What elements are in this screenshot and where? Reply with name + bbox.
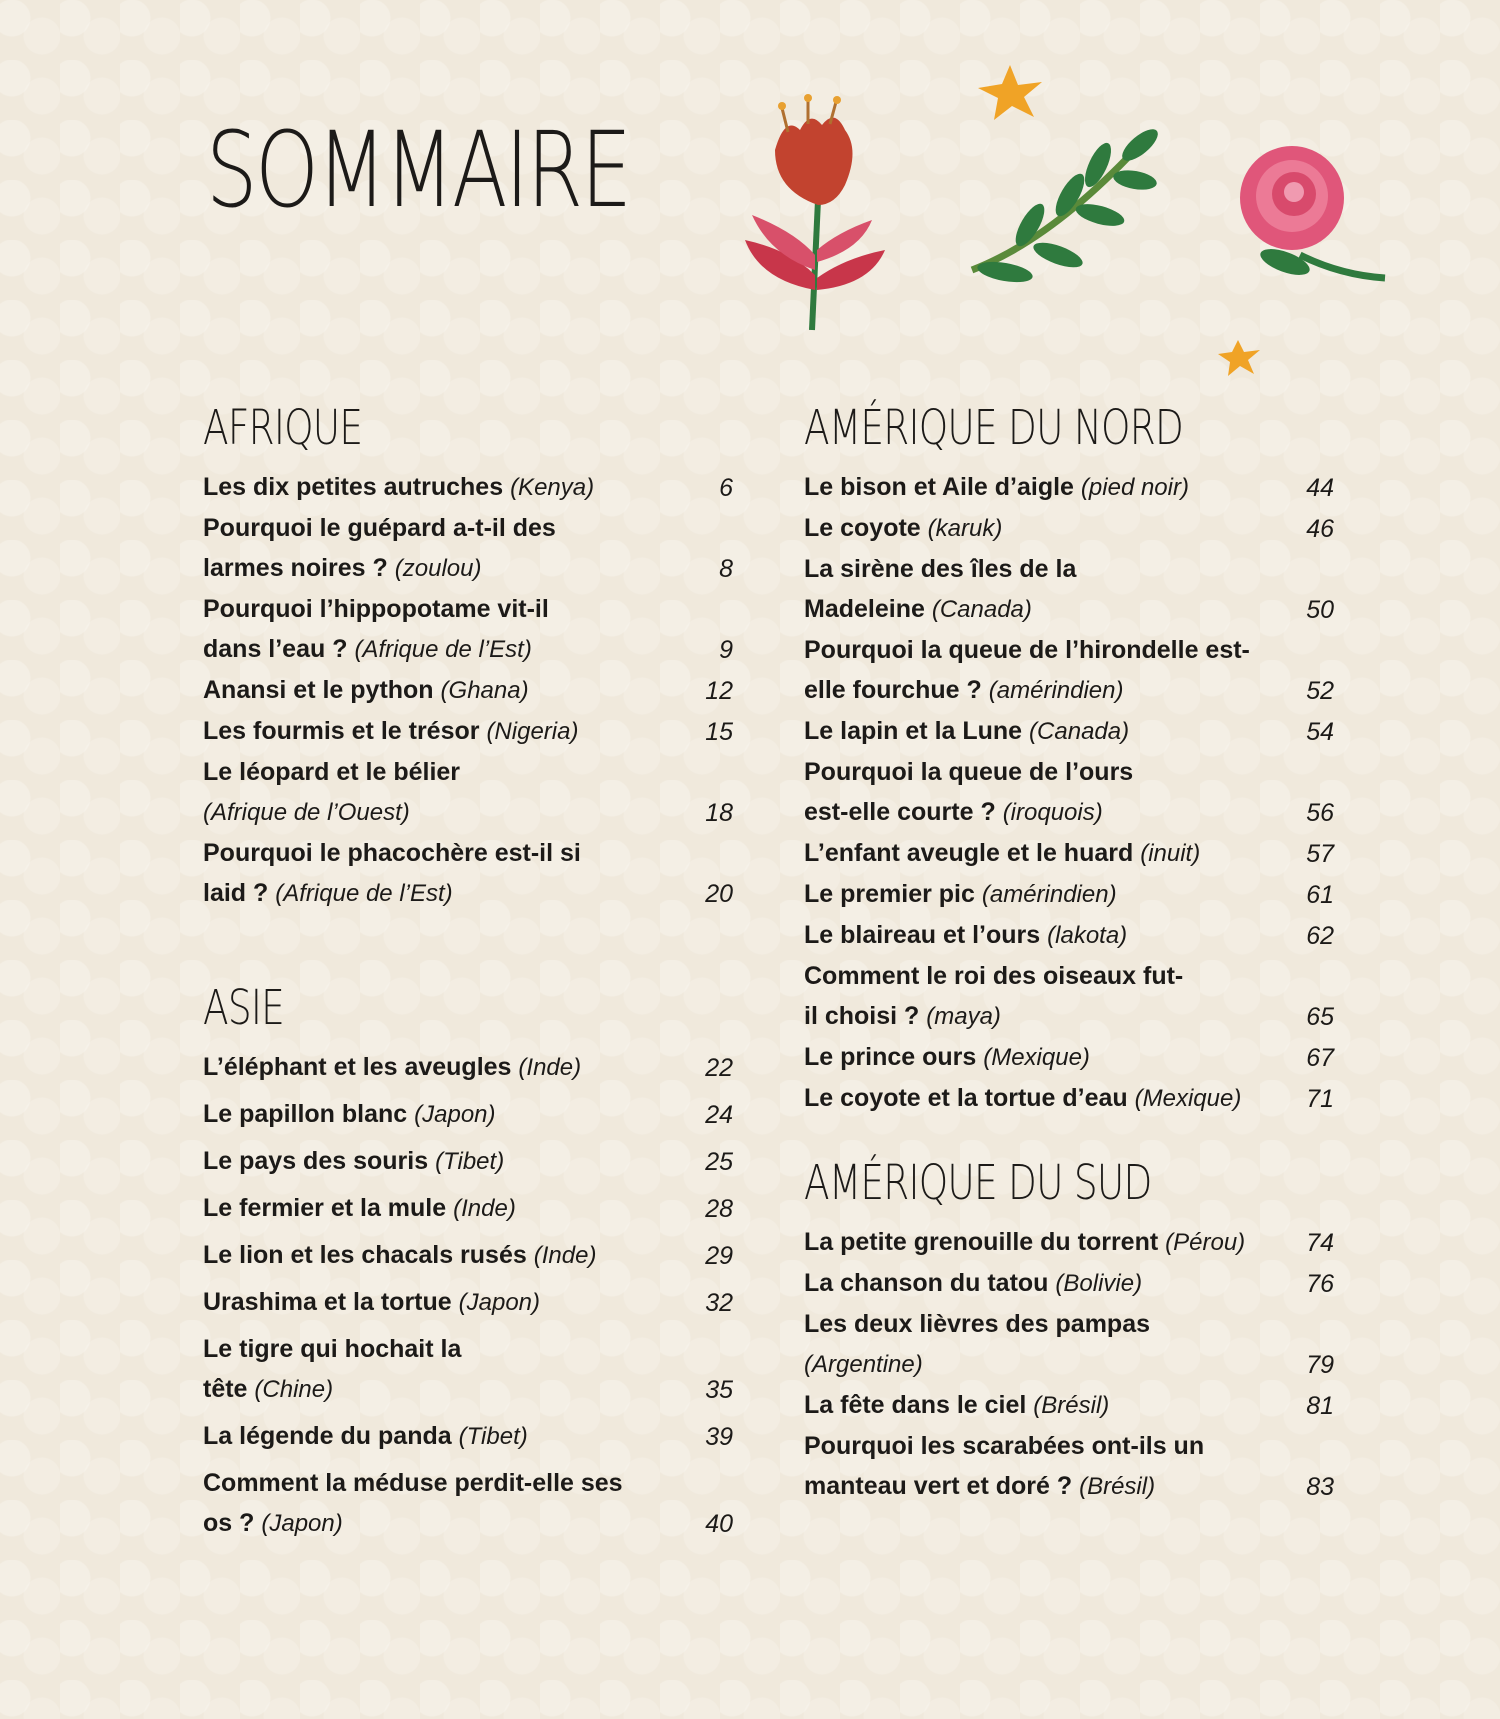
section-afrique — [203, 400, 733, 914]
entry-page: 18 — [705, 799, 733, 828]
toc-entry[interactable] — [203, 1329, 733, 1410]
toc-entry[interactable] — [804, 1222, 1334, 1263]
entry-title: Le pays des souris — [203, 1147, 429, 1176]
entry-page: 50 — [1306, 596, 1334, 625]
entry-origin: (maya) — [926, 1003, 1001, 1031]
entry-title: Pourquoi le phacochère est-il si laid ? — [203, 839, 581, 908]
entry-origin: (Chine) — [254, 1376, 334, 1404]
toc-entry[interactable] — [804, 956, 1334, 1037]
entry-page: 9 — [719, 636, 733, 665]
toc-entry[interactable] — [203, 467, 733, 508]
entry-title: La légende du panda — [203, 1422, 452, 1451]
entry-page: 28 — [705, 1195, 733, 1224]
toc-entry[interactable] — [804, 1426, 1334, 1507]
entry-page: 52 — [1306, 677, 1334, 706]
rose-icon — [1240, 146, 1385, 280]
entry-page: 15 — [705, 718, 733, 747]
entry-title: Pourquoi la queue de l’hirondelle est-elle fourchue ? — [804, 636, 1250, 705]
toc-entry[interactable] — [203, 670, 733, 711]
entry-title: Comment le roi des oiseaux fut-il choisi ? — [804, 962, 1184, 1031]
entry-title: Le coyote et la tortue d’eau — [804, 1084, 1128, 1113]
entry-title: Le lapin et la Lune — [804, 717, 1023, 746]
section-asie — [203, 980, 733, 1550]
entry-page: 74 — [1306, 1229, 1334, 1258]
toc-entry[interactable] — [203, 1235, 733, 1276]
toc-entry[interactable] — [203, 1416, 733, 1457]
entry-page: 40 — [705, 1510, 733, 1539]
entry-origin: (Canada) — [1029, 718, 1130, 746]
entry-title: Pourquoi les scarabées ont-ils un manteau vert et doré ? — [804, 1432, 1205, 1501]
toc-entry[interactable] — [203, 508, 733, 589]
page-title: SOMMAIRE — [206, 109, 630, 231]
toc-entry[interactable] — [203, 1188, 733, 1229]
entry-title: Le premier pic — [804, 880, 975, 909]
toc-entry[interactable] — [804, 630, 1334, 711]
entry-page: 6 — [719, 474, 733, 503]
entry-page: 8 — [719, 555, 733, 584]
toc-entry[interactable] — [804, 833, 1334, 874]
section-heading: AFRIQUE — [203, 400, 363, 456]
entry-origin: (Japon) — [414, 1101, 496, 1129]
entry-page: 56 — [1306, 799, 1334, 828]
toc-entry[interactable] — [203, 1141, 733, 1182]
entry-title: La petite grenouille du torrent — [804, 1228, 1159, 1257]
entry-title: Comment la méduse perdit-elle ses os ? — [203, 1469, 623, 1538]
entry-origin: (Bolivie) — [1055, 1270, 1143, 1298]
toc-entry[interactable] — [203, 1463, 733, 1544]
section-heading: AMÉRIQUE DU SUD — [804, 1155, 1152, 1211]
entry-origin: (Afrique de l’Ouest) — [203, 799, 410, 827]
entry-page: 32 — [705, 1289, 733, 1318]
entry-title: Le prince ours — [804, 1043, 977, 1072]
entry-origin: (Inde) — [533, 1242, 597, 1270]
entry-page: 83 — [1306, 1473, 1334, 1502]
entry-origin: (Brésil) — [1033, 1392, 1110, 1420]
entry-page: 44 — [1306, 474, 1334, 503]
entry-origin: (Kenya) — [510, 474, 595, 502]
toc-entry[interactable] — [804, 549, 1334, 630]
entry-title: La sirène des îles de la Madeleine — [804, 555, 1077, 624]
entry-origin: (amérindien) — [981, 881, 1117, 909]
entry-page: 46 — [1306, 515, 1334, 544]
toc-entry[interactable] — [804, 1037, 1334, 1078]
decorations — [0, 0, 1500, 400]
entry-origin: (lakota) — [1047, 922, 1128, 950]
toc-entry[interactable] — [804, 1304, 1334, 1385]
toc-entry[interactable] — [804, 1078, 1334, 1119]
entry-title: L’enfant aveugle et le huard — [804, 839, 1134, 868]
toc-entry[interactable] — [203, 833, 733, 914]
entry-page: 20 — [705, 880, 733, 909]
entry-origin: (karuk) — [927, 515, 1003, 543]
toc-entry[interactable] — [203, 589, 733, 670]
entry-page: 65 — [1306, 1003, 1334, 1032]
branch-icon — [972, 124, 1163, 286]
entry-title: Les dix petites autruches — [203, 473, 504, 502]
entry-title: Pourquoi l’hippopotame vit-il dans l’eau ? — [203, 595, 549, 664]
entry-title: La fête dans le ciel — [804, 1391, 1027, 1420]
tulip-flower-icon — [745, 94, 885, 330]
entry-origin: (Ghana) — [440, 677, 529, 705]
entry-title: Urashima et la tortue — [203, 1288, 452, 1317]
entry-origin: (Tibet) — [458, 1423, 528, 1451]
entry-origin: (Afrique de l’Est) — [275, 880, 453, 908]
entry-title: Pourquoi le guépard a-t-il des larmes noires ? — [203, 514, 556, 583]
star-icon — [978, 65, 1042, 120]
entry-origin: (Inde) — [518, 1054, 582, 1082]
toc-entry[interactable] — [203, 1282, 733, 1323]
entry-title: Pourquoi la queue de l’ours est-elle courte ? — [804, 758, 1134, 827]
entry-origin: (Mexique) — [1134, 1085, 1242, 1113]
entry-origin: (Argentine) — [804, 1351, 923, 1379]
entry-origin: (pied noir) — [1080, 474, 1189, 502]
entry-title: Anansi et le python — [203, 676, 434, 705]
entry-title: Le léopard et le bélier — [203, 758, 461, 787]
section-amerique-du-sud — [804, 1155, 1334, 1507]
entry-title: Les fourmis et le trésor — [203, 717, 480, 746]
section-heading: AMÉRIQUE DU NORD — [804, 400, 1184, 456]
entry-origin: (Pérou) — [1165, 1229, 1246, 1257]
entry-page: 81 — [1306, 1392, 1334, 1421]
section-amerique-du-nord — [804, 400, 1334, 1119]
entry-page: 62 — [1306, 922, 1334, 951]
toc-entry[interactable] — [804, 752, 1334, 833]
entry-origin: (Mexique) — [983, 1044, 1090, 1072]
entry-title: Le lion et les chacals rusés — [203, 1241, 527, 1270]
entry-title: Le bison et Aile d’aigle — [804, 473, 1074, 502]
entry-origin: (Canada) — [931, 596, 1032, 624]
entry-origin: (Japon) — [458, 1289, 541, 1317]
entry-origin: (Inde) — [453, 1195, 516, 1223]
entry-page: 61 — [1306, 881, 1334, 910]
entry-title: Les deux lièvres des pampas — [804, 1310, 1151, 1339]
entry-origin: (amérindien) — [988, 677, 1124, 705]
entry-page: 25 — [705, 1148, 733, 1177]
toc-entry[interactable] — [804, 874, 1334, 915]
entry-page: 79 — [1306, 1351, 1334, 1380]
entry-title: Le fermier et la mule — [203, 1194, 447, 1223]
star-icon — [1218, 340, 1260, 376]
toc-entry[interactable] — [804, 1385, 1334, 1426]
section-heading: ASIE — [203, 980, 284, 1036]
entry-origin: (iroquois) — [1002, 799, 1103, 827]
toc-entry[interactable] — [203, 752, 733, 833]
toc-entry[interactable] — [804, 711, 1334, 752]
entry-page: 57 — [1306, 840, 1334, 869]
entry-origin: (zoulou) — [394, 555, 482, 583]
entry-title: L’éléphant et les aveugles — [203, 1053, 512, 1082]
entry-origin: (Afrique de l’Est) — [354, 636, 532, 664]
toc-entry[interactable] — [203, 1094, 733, 1135]
toc-entry[interactable] — [203, 711, 733, 752]
entry-page: 76 — [1306, 1270, 1334, 1299]
entry-page: 22 — [705, 1054, 733, 1083]
toc-entry[interactable] — [804, 467, 1334, 508]
entry-page: 29 — [705, 1242, 733, 1271]
entry-page: 35 — [705, 1376, 733, 1405]
entry-page: 71 — [1306, 1085, 1334, 1114]
entry-page: 54 — [1306, 718, 1334, 747]
entry-page: 12 — [705, 677, 733, 706]
entry-origin: (Nigeria) — [486, 718, 579, 746]
entry-page: 67 — [1306, 1044, 1334, 1073]
entry-title: Le tigre qui hochait la tête — [203, 1335, 462, 1404]
entry-origin: (Tibet) — [435, 1148, 505, 1176]
entry-origin: (Japon) — [261, 1510, 343, 1538]
toc-entry[interactable] — [203, 1047, 733, 1088]
toc-entry[interactable] — [804, 915, 1334, 956]
toc-entry[interactable] — [804, 1263, 1334, 1304]
entry-title: Le papillon blanc — [203, 1100, 408, 1129]
entry-origin: (inuit) — [1140, 840, 1201, 868]
entry-page: 39 — [705, 1423, 733, 1452]
entry-title: Le blaireau et l’ours — [804, 921, 1041, 950]
entry-page: 24 — [705, 1101, 733, 1130]
entry-title: La chanson du tatou — [804, 1269, 1049, 1298]
toc-entry[interactable] — [804, 508, 1334, 549]
entry-origin: (Brésil) — [1079, 1473, 1156, 1501]
entry-title: Le coyote — [804, 514, 921, 543]
